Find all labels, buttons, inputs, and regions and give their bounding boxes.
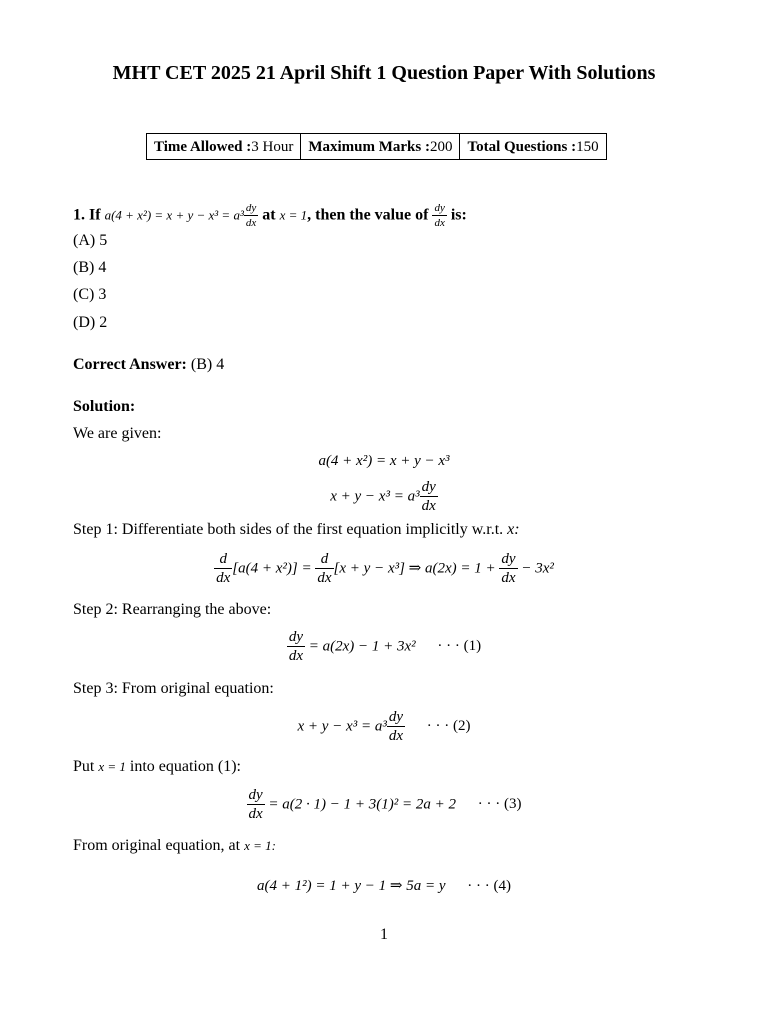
original-equation: a(4 + 1²) = 1 + y − 1 ⇒ 5a = y · · · (4): [257, 878, 511, 894]
put-x-equation: $\frac{dy}{dx}$ = a(2 · 1) − 1 + 3(1)² = 2a + 2 · · · (3): [248, 787, 522, 822]
step-2-equation: $\frac{dy}{dx}$ = a(2x) − 1 + 3x² · · · (1): [288, 629, 482, 664]
exam-info-table: [146, 133, 607, 160]
dy-dx-fraction: $\frac{dy}{dx}$: [245, 202, 257, 229]
step-3-equation: x + y − x³ = a³ $\frac{dy}{dx}$ · · · (2): [297, 709, 471, 744]
put-x-text: Put x = 1 into equation (1):: [73, 758, 241, 775]
step-3-text: Step 3: From original equation:: [73, 680, 274, 697]
option-c: (C) 3: [73, 286, 107, 303]
step-2-text: Step 2: Rearranging the above:: [73, 601, 272, 618]
correct-answer: Correct Answer: (B) 4: [73, 356, 225, 373]
option-d: (D) 2: [73, 314, 108, 331]
page-number: 1: [380, 926, 388, 943]
dy-dx-fraction: $\frac{dy}{dx}$: [434, 202, 445, 229]
d-dx-fraction: $\frac{d}{dx}$: [317, 551, 332, 586]
maximum-marks-cell: Maximum Marks :200: [301, 134, 460, 160]
time-allowed-cell: Time Allowed :3 Hour: [147, 134, 301, 160]
given-text: We are given:: [73, 425, 162, 442]
dy-dx-fraction: $\frac{dy}{dx}$: [421, 479, 436, 514]
dy-dx-fraction: $\frac{dy}{dx}$: [501, 551, 516, 586]
total-questions-cell: Total Questions :150: [460, 134, 606, 160]
page-title: MHT CET 2025 21 April Shift 1 Question Paper With Solutions: [112, 62, 656, 84]
question-stem: 1. If a(4 + x²) = x + y − x³ = a³ $\frac{dy}{dx}$ at x = 1, then the value of $\frac{dy}{dx}$ is:: [73, 202, 467, 229]
step-1-equation: $\frac{d}{dx}$ [a(4 + x²)] = $\frac{d}{dx}$ [x + y − x³] ⇒ a(2x) = 1 + $\frac{dy}{dx}$ − 3x²: [216, 551, 554, 586]
given-equation-2: x + y − x³ = a³ $\frac{dy}{dx}$: [330, 479, 436, 514]
given-equation-1: a(4 + x²) = x + y − x³: [318, 453, 450, 469]
option-a: (A) 5: [73, 232, 108, 249]
option-b: (B) 4: [73, 259, 107, 276]
dy-dx-fraction: $\frac{dy}{dx}$: [288, 629, 303, 664]
solution-heading: Solution:: [73, 398, 136, 415]
d-dx-fraction: $\frac{d}{dx}$: [216, 551, 231, 586]
original-equation-text: From original equation, at x = 1:: [73, 837, 276, 854]
dy-dx-fraction: $\frac{dy}{dx}$: [388, 709, 404, 744]
dy-dx-fraction: $\frac{dy}{dx}$: [248, 787, 263, 822]
step-1-text: Step 1: Differentiate both sides of the first equation implicitly w.r.t. x:: [73, 521, 520, 538]
